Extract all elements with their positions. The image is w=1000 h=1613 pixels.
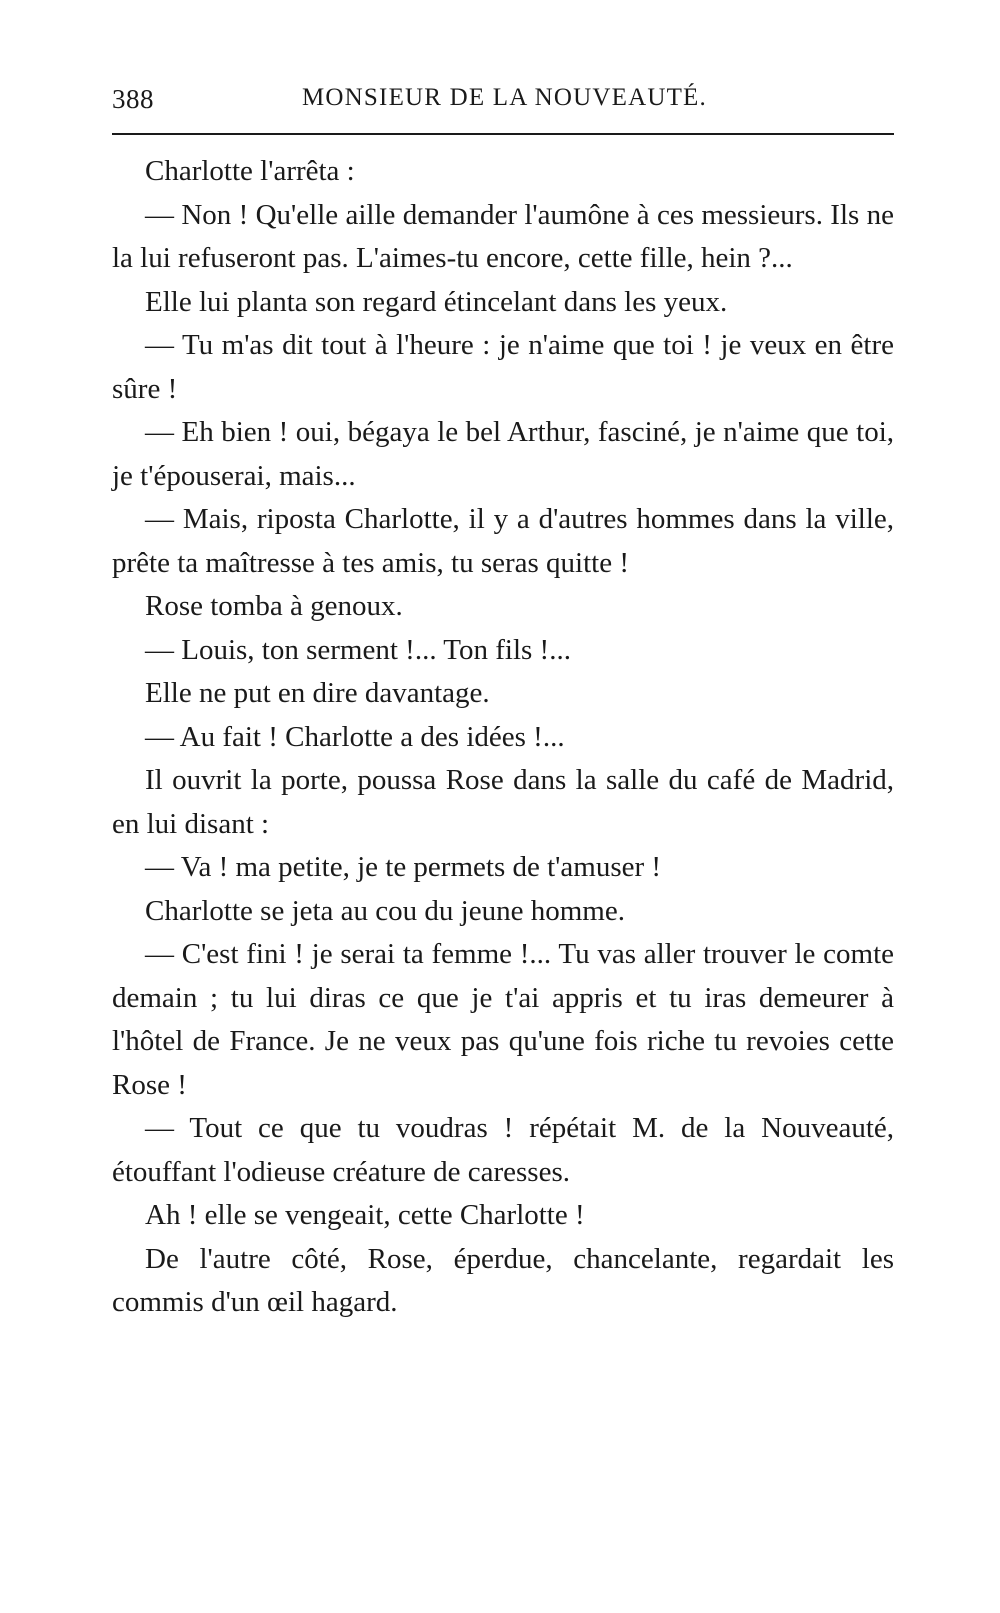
- paragraph: Elle lui planta son regard étincelant dans les yeux.: [145, 285, 728, 318]
- paragraph: — Au fait ! Charlotte a des idées !...: [145, 720, 565, 753]
- paragraph: Charlotte l'arrêta :: [145, 155, 355, 187]
- paragraph: Rose tomba à genoux.: [145, 590, 403, 622]
- page-header: [112, 84, 894, 124]
- header-rule: [112, 133, 894, 135]
- paragraph: — Tu m'as dit tout à l'heure : je n'aime que toi ! je veux en être sûre !: [112, 329, 894, 405]
- running-title: MONSIEUR DE LA NOUVEAUTÉ.: [302, 84, 707, 111]
- paragraph: Charlotte se jeta au cou du jeune homme.: [145, 894, 625, 927]
- paragraph: Il ouvrit la porte, poussa Rose dans la salle du café de Madrid, en lui disant :: [112, 764, 894, 840]
- paragraph: — Non ! Qu'elle aille demander l'aumône à ces messieurs. Ils ne la lui refuseront pas. L'aimes-tu encore, cette fille, hein ?...: [112, 198, 894, 274]
- paragraph: Elle ne put en dire davantage.: [145, 677, 490, 709]
- paragraph: — C'est fini ! je serai ta femme !... Tu vas aller trouver le comte demain ; tu lui diras ce que je t'ai appris et tu iras demeurer à l'hôtel de France. Je ne veux pas qu'une fois riche tu revoies cette Rose !: [112, 938, 894, 1101]
- paragraph: — Louis, ton serment !... Ton fils !...: [145, 633, 571, 666]
- page-number: 388: [112, 84, 154, 114]
- body-text: [112, 150, 894, 1325]
- paragraph: — Tout ce que tu voudras ! répétait M. de la Nouveauté, étouffant l'odieuse créature de caresses.: [112, 1112, 894, 1188]
- paragraph: De l'autre côté, Rose, éperdue, chancelante, regardait les commis d'un œil hagard.: [112, 1242, 894, 1318]
- paragraph: — Va ! ma petite, je te permets de t'amuser !: [145, 851, 662, 883]
- paragraph: — Mais, riposta Charlotte, il y a d'autres hommes dans la ville, prête ta maîtresse à tes amis, tu seras quitte !: [112, 503, 894, 579]
- paragraph: — Eh bien ! oui, bégaya le bel Arthur, fasciné, je n'aime que toi, je t'épouserai, mais...: [112, 416, 894, 492]
- paragraph: Ah ! elle se vengeait, cette Charlotte !: [145, 1199, 585, 1231]
